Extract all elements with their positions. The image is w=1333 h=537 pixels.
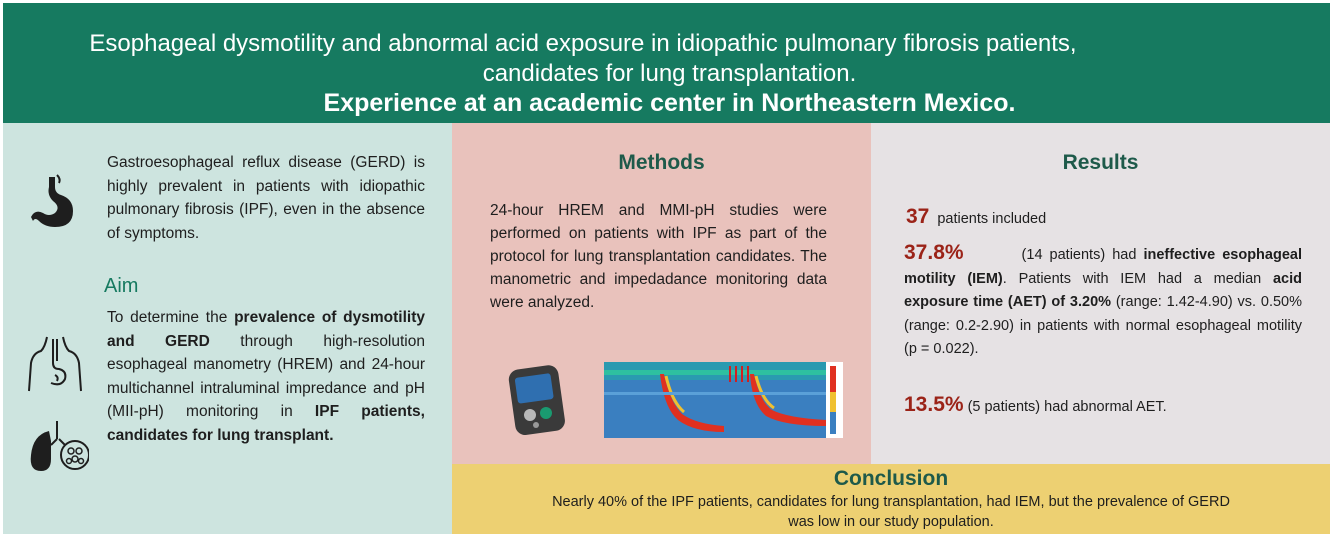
result-abnormal-aet [904, 393, 1167, 417]
stomach-icon [25, 173, 85, 233]
lungs-icon [27, 419, 89, 473]
methods-panel [452, 123, 871, 464]
result-text: . Patients with IEM had a median [1002, 270, 1273, 287]
aim-bold-1: prevalence of dysmotility and GERD [107, 309, 426, 350]
background-aim-panel [3, 123, 452, 534]
result-number-aet: 13.5% [904, 393, 964, 416]
result-number-37: 37 [906, 205, 930, 228]
result-bold: ineffective esophageal motility (IEM) [904, 247, 1302, 287]
title-line-3: Experience at an academic center in Northeastern Mexico. [323, 89, 1016, 117]
aim-bold-2: IPF patients, candidates for lung transplant. [107, 403, 425, 444]
title-line-1: Esophageal dysmotility and abnormal acid exposure in idiopathic pulmonary fibrosis patients, [89, 30, 1077, 57]
intro-paragraph: Gastroesophageal reflux disease (GERD) is highly prevalent in patients with idiopathic pulmonary fibrosis (IPF), even in the absence of symptoms. [107, 154, 425, 242]
result-number-iem: 37.8% [904, 241, 964, 264]
title-line-2: candidates for lung transplantation. [482, 60, 857, 87]
result-patients-included [906, 205, 1046, 229]
conclusion-panel [452, 464, 1330, 534]
aim-heading: Aim [104, 275, 139, 297]
results-panel [871, 123, 1330, 464]
aim-paragraph [107, 306, 425, 447]
title-banner [3, 3, 1330, 123]
result-text: (14 patients) had [1021, 247, 1144, 263]
aim-text-1: To determine the [107, 309, 235, 326]
conclusion-heading: Conclusion [833, 467, 949, 490]
methods-paragraph: 24-hour HREM and MMI-pH studies were performed on patients with IPF as part of the protocol for lung transplantation candidates. The manometric and impedadance monitoring data were analyzed. [490, 202, 827, 311]
conclusion-line-1: Nearly 40% of the IPF patients, candidates for lung transplantation, had IEM, but the prevalence of GERD [552, 494, 1230, 510]
result-text-patients: patients included [937, 211, 1047, 227]
result-iem [904, 241, 1302, 362]
result-bold: acid exposure time (AET) of 3.20% [904, 270, 1302, 310]
conclusion-line-2: was low in our study population. [788, 514, 994, 530]
manometry-plot-image [604, 362, 843, 438]
methods-heading: Methods [618, 151, 705, 174]
body-esophagus-icon [25, 333, 85, 393]
aim-text-2: through high-resolution esophageal manometry (HREM) and 24-hour multichannel intraluminal impredance and pH (MII-pH) monitoring in [107, 332, 425, 420]
result-text: (range: 1.42-4.90) vs. 0.50% (range: 0.2-2.90) in patients with normal esophageal motility (p = 0.022). [904, 294, 1302, 357]
conclusion-text [492, 492, 1290, 532]
results-heading: Results [1062, 151, 1139, 174]
ph-monitor-device-image [502, 363, 574, 441]
result-text: (5 patients) had abnormal AET. [963, 399, 1167, 415]
